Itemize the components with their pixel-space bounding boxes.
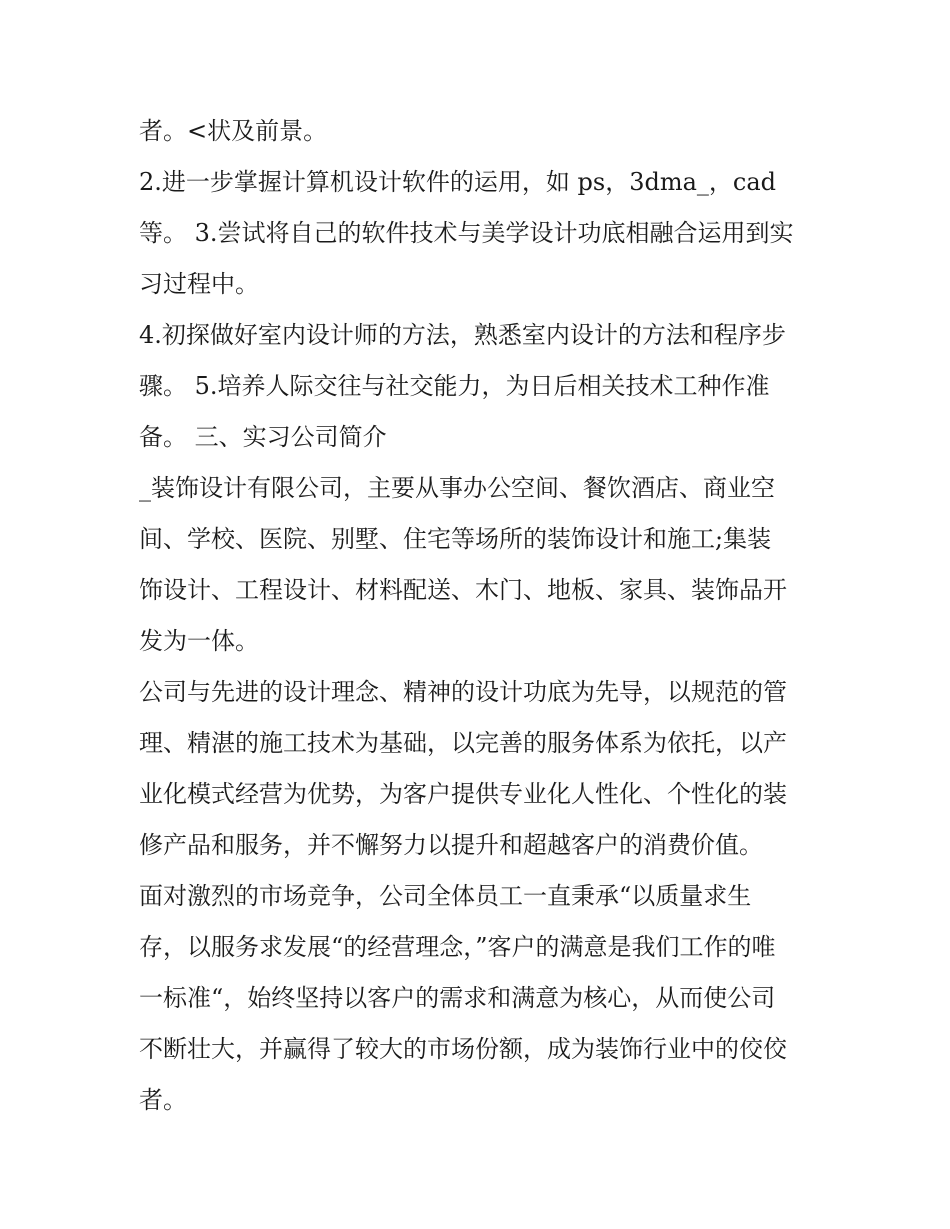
text-line: 面对激烈的市场竞争，公司全体员工一直秉承“以质量求生 <box>139 882 752 910</box>
section-heading-line: 备。 三、实习公司简介 <box>139 423 387 451</box>
text-line: 发为一体。 <box>139 627 259 655</box>
text-line: 者。 <box>139 1086 187 1114</box>
text-line: 习过程中。 <box>139 270 259 298</box>
text-line: 理、精湛的施工技术为基础，以完善的服务体系为依托，以产 <box>139 729 787 757</box>
text-line: _装饰设计有限公司，主要从事办公空间、餐饮酒店、商业空 <box>139 474 775 502</box>
text-line: 等。 3.尝试将自己的软件技术与美学设计功底相融合运用到实 <box>139 219 794 247</box>
text-line: 公司与先进的设计理念、精神的设计功底为先导，以规范的管 <box>139 678 787 706</box>
text-line: 一标准“，始终坚持以客户的需求和满意为核心，从而使公司 <box>139 984 776 1012</box>
text-line: 2.进一步掌握计算机设计软件的运用，如 ps，3dma_，cad <box>139 168 777 196</box>
text-line: 4.初探做好室内设计师的方法，熟悉室内设计的方法和程序步 <box>139 321 786 349</box>
text-line: 存，以服务求发展“的经营理念，”客户的满意是我们工作的唯 <box>139 933 776 961</box>
text-line: 饰设计、工程设计、材料配送、木门、地板、家具、装饰品开 <box>139 576 787 604</box>
document-body <box>139 106 819 1126</box>
text-line: 不断壮大，并赢得了较大的市场份额，成为装饰行业中的佼佼 <box>139 1035 787 1063</box>
text-line: 者。<状及前景。 <box>139 117 328 145</box>
text-line: 修产品和服务，并不懈努力以提升和超越客户的消费价值。 <box>139 831 763 859</box>
text-line: 骤。 5.培养人际交往与社交能力，为日后相关技术工种作准 <box>139 372 770 400</box>
text-line: 间、学校、医院、别墅、住宅等场所的装饰设计和施工;集装 <box>139 525 772 553</box>
text-line: 业化模式经营为优势，为客户提供专业化人性化、个性化的装 <box>139 780 787 808</box>
